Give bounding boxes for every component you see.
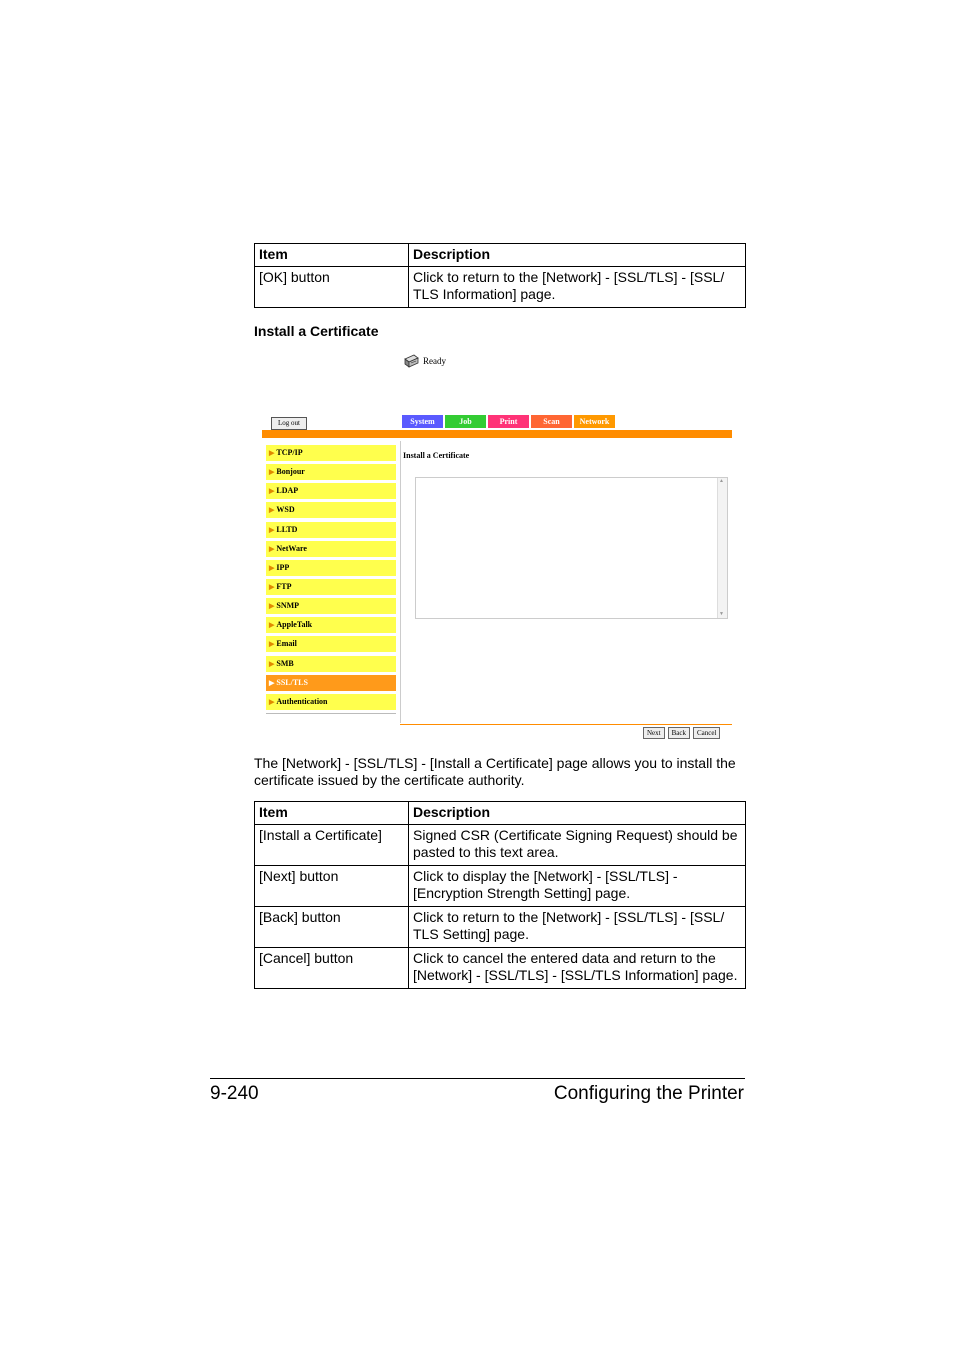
triangle-right-icon: ▶: [269, 544, 275, 553]
triangle-right-icon: ▶: [269, 640, 275, 649]
sidebar-item-authentication[interactable]: ▶ Authentication: [266, 694, 396, 710]
header-item: Item: [255, 802, 409, 825]
triangle-right-icon: ▶: [269, 487, 275, 496]
header-item: Item: [255, 244, 409, 267]
row-description: Click to return to the [Network] - [SSL/TLS] - [SSL/ TLS Setting] page.: [409, 907, 746, 948]
sidebar-item-appletalk[interactable]: ▶ AppleTalk: [266, 617, 396, 633]
content-divider: [400, 441, 401, 723]
row-description: Click to return to the [Network] - [SSL/TLS] - [SSL/ TLS Information] page.: [409, 267, 746, 308]
table-row: [255, 948, 746, 989]
sidebar-item-tcpip[interactable]: ▶ TCP/IP: [266, 445, 396, 461]
row-item: [Next] button: [255, 866, 409, 907]
action-buttons: [643, 727, 720, 739]
top-tabs: [402, 415, 615, 428]
table-header-row: [255, 244, 746, 267]
row-description: Click to cancel the entered data and return to the [Network] - [SSL/TLS] - [SSL/TLS Information] page.: [409, 948, 746, 989]
row-description: Signed CSR (Certificate Signing Request) should be pasted to this text area.: [409, 825, 746, 866]
sidebar-item-lltd[interactable]: ▶ LLTD: [266, 522, 396, 538]
table-row: [255, 866, 746, 907]
sidebar-item-ssltls[interactable]: ▶ SSL/TLS: [266, 675, 396, 691]
triangle-right-icon: ▶: [269, 449, 275, 457]
scroll-down-icon[interactable]: ▼: [719, 612, 724, 617]
page-number: 9-240: [210, 1083, 259, 1104]
sidebar: [266, 445, 396, 714]
sidebar-item-bonjour[interactable]: ▶ Bonjour: [266, 464, 396, 480]
chapter-title: Configuring the Printer: [553, 1083, 744, 1104]
sidebar-item-ipp[interactable]: ▶ IPP: [266, 560, 396, 576]
tab-print[interactable]: Print: [488, 415, 529, 428]
row-item: [Install a Certificate]: [255, 825, 409, 866]
triangle-right-icon: ▶: [269, 563, 275, 572]
sidebar-item-ftp[interactable]: ▶ FTP: [266, 579, 396, 595]
triangle-right-icon: ▶: [269, 506, 275, 515]
triangle-right-icon: ▶: [269, 678, 275, 687]
printer-status: [402, 353, 446, 369]
footer-rule: [210, 1078, 745, 1079]
certificate-textarea[interactable]: [415, 477, 728, 619]
content-title: Install a Certificate: [403, 451, 470, 460]
tab-scan[interactable]: Scan: [531, 415, 572, 428]
footer-bar: [400, 724, 732, 725]
row-description: Click to display the [Network] - [SSL/TLS] - [Encryption Strength Setting] page.: [409, 866, 746, 907]
section-heading: Install a Certificate: [254, 323, 379, 339]
description-paragraph: The [Network] - [SSL/TLS] - [Install a Certificate] page allows you to install the certificate issued by the certificate authority.: [254, 755, 736, 788]
triangle-right-icon: ▶: [269, 525, 275, 534]
scroll-up-icon[interactable]: ▲: [719, 479, 724, 484]
install-certificate-screenshot: [262, 352, 734, 744]
sidebar-item-netware[interactable]: ▶ NetWare: [266, 541, 396, 557]
table-row: [255, 825, 746, 866]
status-text: Ready: [423, 356, 446, 366]
header-description: Description: [409, 802, 746, 825]
triangle-right-icon: ▶: [269, 602, 275, 611]
row-item: [Back] button: [255, 907, 409, 948]
triangle-right-icon: ▶: [269, 468, 275, 477]
item-description-table-ok: [254, 243, 746, 308]
sidebar-item-ldap[interactable]: ▶ LDAP: [266, 483, 396, 499]
table-row: [255, 267, 746, 308]
back-button[interactable]: Back: [668, 727, 690, 739]
sidebar-item-email[interactable]: ▶ Email: [266, 636, 396, 652]
tab-network[interactable]: Network: [574, 415, 615, 428]
table-row: [255, 907, 746, 948]
cancel-button[interactable]: Cancel: [693, 727, 720, 739]
triangle-right-icon: ▶: [269, 582, 275, 591]
header-bar: [262, 430, 732, 438]
printer-icon: [402, 353, 420, 369]
sidebar-item-wsd[interactable]: ▶ WSD: [266, 502, 396, 518]
item-description-table-install: [254, 801, 746, 989]
triangle-right-icon: ▶: [269, 659, 275, 668]
sidebar-item-snmp[interactable]: ▶ SNMP: [266, 598, 396, 614]
sidebar-item-smb[interactable]: ▶ SMB: [266, 656, 396, 672]
tab-system[interactable]: System: [402, 415, 443, 428]
row-item: [OK] button: [255, 267, 409, 308]
tab-job[interactable]: Job: [445, 415, 486, 428]
triangle-right-icon: ▶: [269, 621, 275, 630]
textarea-scrollbar[interactable]: [717, 478, 727, 618]
next-button[interactable]: Next: [643, 727, 665, 739]
logout-button[interactable]: Log out: [271, 417, 307, 430]
triangle-right-icon: ▶: [269, 697, 275, 706]
row-item: [Cancel] button: [255, 948, 409, 989]
header-description: Description: [409, 244, 746, 267]
sidebar-divider: [266, 713, 396, 714]
table-header-row: [255, 802, 746, 825]
